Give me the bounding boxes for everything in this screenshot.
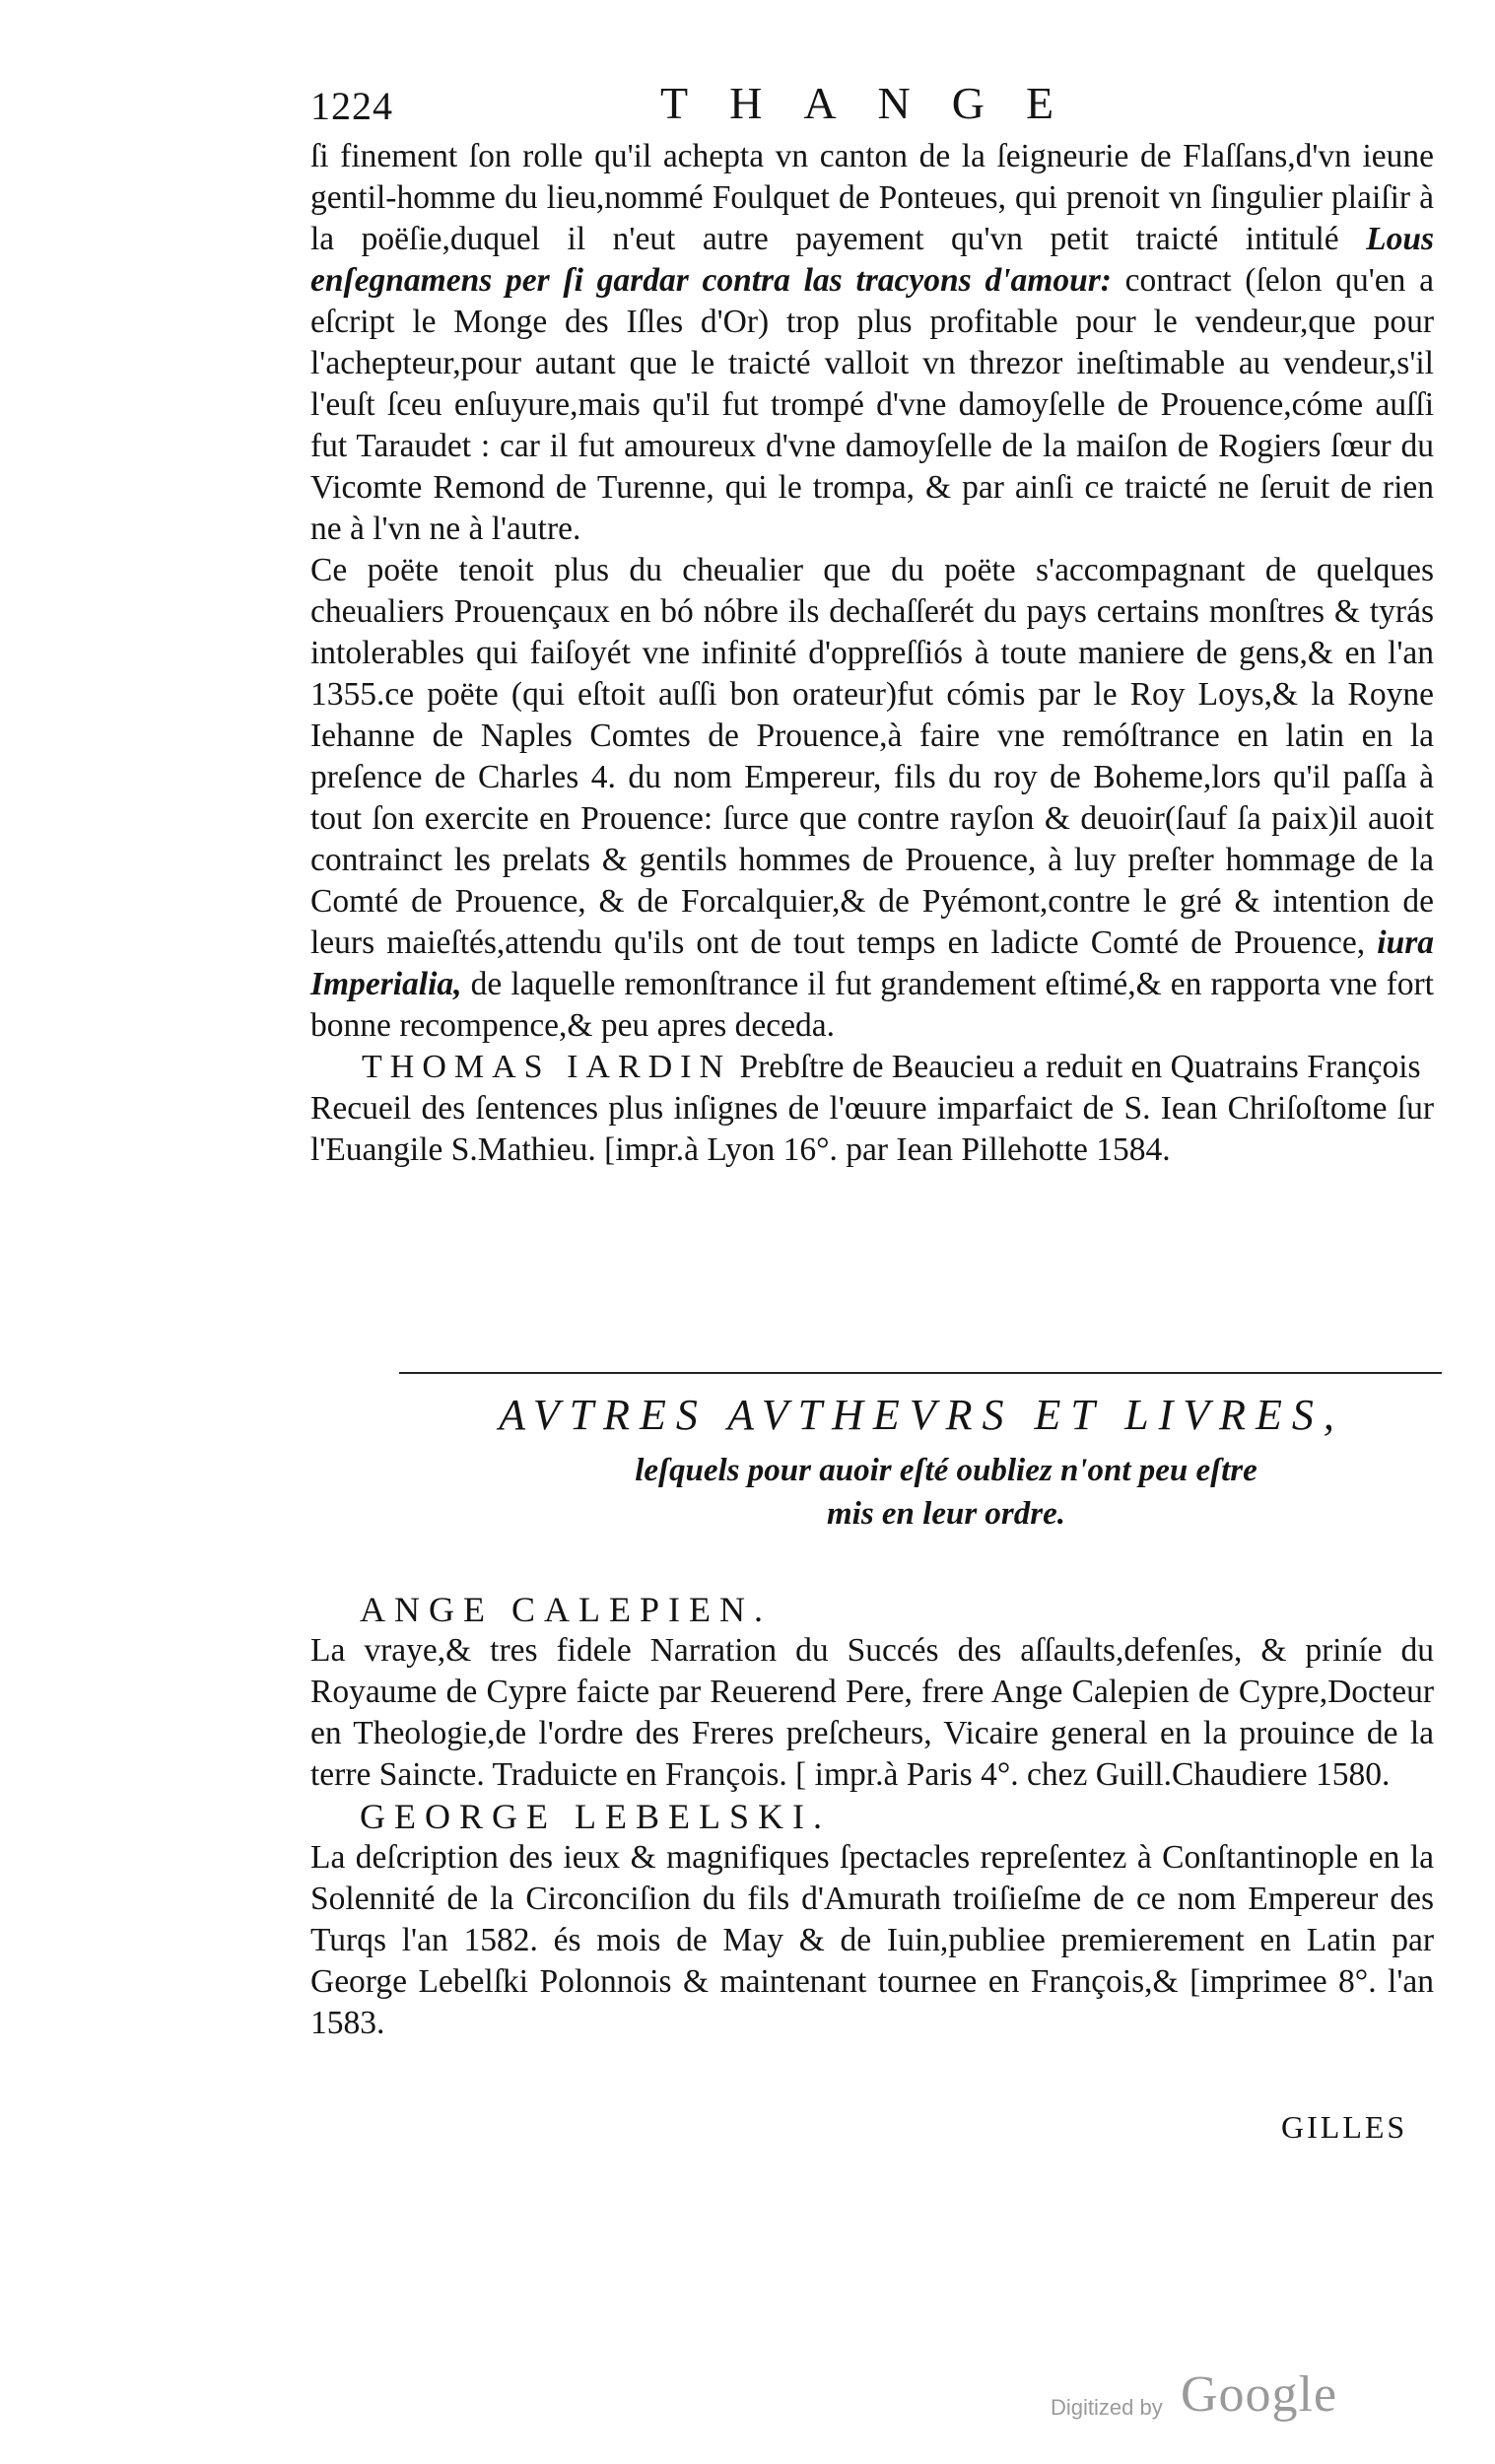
author-intro: Prebſtre de Beaucieu a reduit en Quatrains François bbox=[739, 1049, 1421, 1085]
running-head bbox=[310, 77, 1119, 136]
continuation-text-4: de laquelle remonſtrance il fut grandement eſtimé,& en rapporta vne fort bonne recompence,& peu apres deceda. bbox=[310, 966, 1434, 1044]
page-number: 1224 bbox=[310, 84, 393, 128]
section-title: AVTRES AVTHEVRS ET LIVRES, bbox=[499, 1391, 1344, 1439]
author-name-thomas-iardin: THOMAS IARDIN bbox=[362, 1049, 732, 1085]
work-title-italic: Lous enſegnamens per ſi gardar contra las tracyons d'amour: bbox=[310, 221, 1435, 299]
entry-continuation-paragraph bbox=[310, 136, 1434, 550]
latin-phrase-italic: iura Imperialia, bbox=[310, 924, 1434, 1002]
thomas-iardin-work: Recueil des ſentences plus inſignes de l'œuure imparfaict de S. Iean Chriſoſtome ſur l'Euangile S.Mathieu. [impr.à Lyon 16°. par Iean Pillehotte 1584. bbox=[310, 1090, 1434, 1168]
section-divider bbox=[399, 1372, 1442, 1374]
author-name-ange-calepien: ANGE CALEPIEN. bbox=[360, 1590, 772, 1629]
section-subtitle bbox=[473, 1449, 1419, 1536]
section-subtitle-line-2: mis en leur ordre. bbox=[826, 1496, 1066, 1532]
google-logo: Google bbox=[1181, 2366, 1338, 2423]
watermark-prefix: Digitized by bbox=[1051, 2395, 1163, 2420]
digitization-watermark bbox=[1051, 2365, 1366, 2434]
george-lebelski-text: La deſcription des ieux & magnifiques ſpectacles repreſentez à Conſtantinople en la Solennité de la Circonciſion du fils d'Amurath troiſieſme de ce nom Empereur des Turqs l'an 1582. és mois de May & de Iuin,publiee premierement en Latin par George Lebelſki Polonnois & maintenant tournee en François,& [imprimee 8°. l'an 1583. bbox=[310, 1839, 1434, 2041]
continuation-text-1: ſi finement ſon rolle qu'il achepta vn canton de la ſeigneurie de Flaſſans,d'vn ieune gentil-homme du lieu,nommé Foulquet de Ponteues, qui prenoit vn ſingulier plaiſir à la poëſie,duquel il n'eut autre payement qu'vn petit traicté intitulé bbox=[310, 138, 1434, 257]
author-name-george-lebelski: GEORGE LEBELSKI. bbox=[360, 1797, 831, 1836]
additional-entries-block bbox=[310, 1589, 1434, 2044]
running-title: THANGE bbox=[660, 78, 1096, 128]
continuation-text-3: Ce poëte tenoit plus du cheualier que du poëte s'accompagnant de quelques cheualiers Prouençaux en bó nóbre ils dechaſſerét du pays certains monſtres & tyrás intolerables qui faiſoyét vne infinité d'oppreſſiós à toute maniere de gens,& en l'an 1355.ce poëte (qui eſtoit auſſi bon orateur)fut cómis par le Roy Loys,& la Royne Iehanne de Naples Comtes de Prouence,à faire vne remóſtrance en latin en la preſence de Charles 4. du nom Empereur, fils du roy de Boheme,lors qu'il paſſa à tout ſon exercite en Prouence: ſurce que contre rayſon & deuoir(ſauf ſa paix)il auoit contrainct les prelats & gentils hommes de Prouence, à luy preſter hommage de la Comté de Prouence, & de Forcalquier,& de Pyémont,contre le gré & intention de leurs maieſtés,attendu qu'ils ont de tout temps en ladicte Comté de Prouence, bbox=[310, 552, 1434, 961]
section-subtitle-line-1: leſquels pour auoir eſté oubliez n'ont peu eſtre bbox=[635, 1453, 1257, 1488]
catchword: GILLES bbox=[1281, 2109, 1408, 2145]
main-text-block bbox=[310, 136, 1434, 1171]
continuation-text-2: contract (ſelon qu'en a eſcript le Monge des Iſles d'Or) trop plus profitable pour le vendeur,que pour l'achepteur,pour autant que le traicté valloit vn threzor ineſtimable au vendeur,s'il l'euſt ſceu enſuyure,mais qu'il fut trompé d'vne damoyſelle de Prouence,cóme auſſi fut Taraudet : car il fut amoureux d'vne damoyſelle de la maiſon de Rogiers ſœur du Vicomte Remond de Turenne, qui le trompa, & par ainſi ce traicté ne ſeruit de rien ne à l'vn ne à l'autre. bbox=[310, 262, 1434, 547]
ange-calepien-text: La vraye,& tres fidele Narration du Succés des aſſaults,defenſes, & priníe du Royaume de Cypre faicte par Reuerend Pere, frere Ange Calepien de Cypre,Docteur en Theologie,de l'ordre des Freres preſcheurs, Vicaire general en la prouince de la terre Saincte. Traduicte en François. [ impr.à Paris 4°. chez Guill.Chaudiere 1580. bbox=[310, 1632, 1434, 1793]
entry-continuation-paragraph-2 bbox=[310, 550, 1434, 1047]
thomas-iardin-entry bbox=[310, 1047, 1434, 1088]
